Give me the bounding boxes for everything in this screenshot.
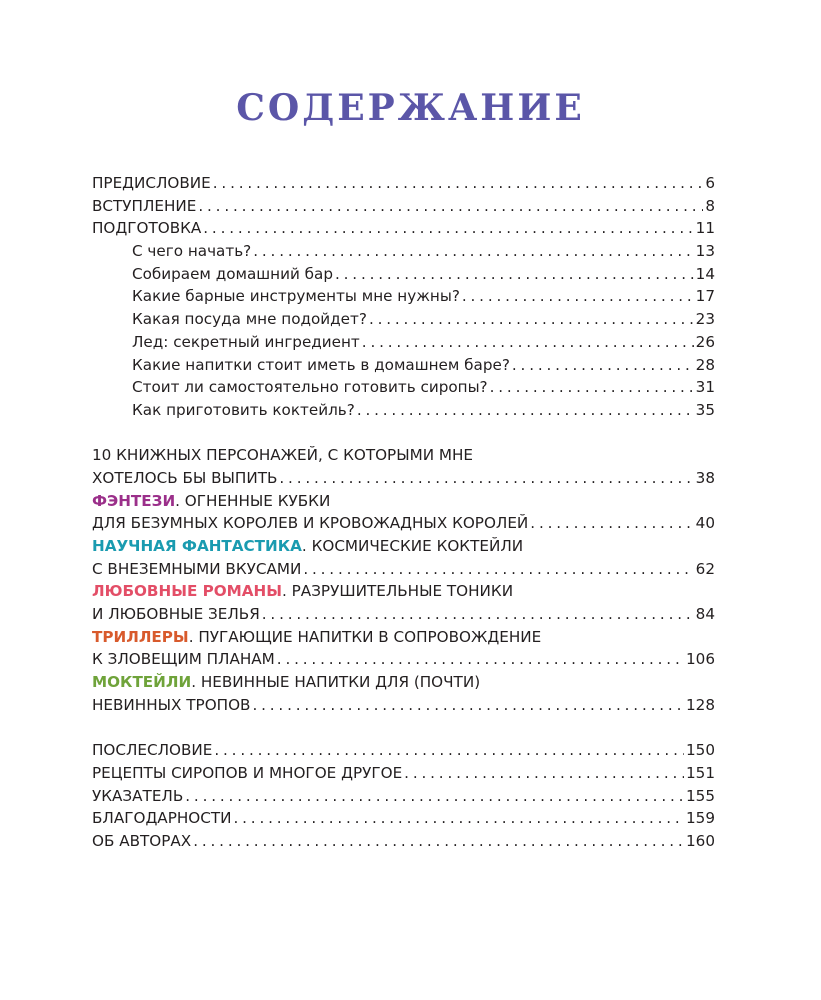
dot-leader [252,694,684,717]
chapter-romance[interactable] [92,603,715,626]
toc-entry-page: 8 [705,196,715,215]
dot-leader [362,331,694,354]
toc-subentry-page: 23 [695,310,715,329]
toc-entry-page: 160 [686,831,715,850]
toc-entry-syrup-recipes[interactable] [92,762,715,785]
toc-subentry[interactable] [92,308,715,331]
category-name: ТРИЛЛЕРЫ [92,627,189,646]
toc-entry-label: БЛАГОДАРНОСТИ [92,809,232,828]
toc-subentry-label: Стоит ли самостоятельно готовить сиропы? [132,378,488,397]
chapter-page: 106 [686,650,715,669]
toc-entry-acknowledgements[interactable] [92,807,715,830]
toc-entry-label: ПРЕДИСЛОВИЕ [92,174,211,192]
section-gap [92,422,715,445]
toc-entry-afterword[interactable] [92,739,715,762]
dot-leader [277,648,684,671]
chapter-title: . НЕВИННЫЕ НАПИТКИ ДЛЯ (ПОЧТИ) [191,673,481,692]
toc-entry-page: 159 [686,809,715,828]
dot-leader [530,512,693,535]
chapter-page: 40 [695,514,715,533]
chapter-page: 128 [686,695,715,714]
toc-entry-page: 11 [695,219,715,238]
section-gap [92,717,715,740]
dot-leader [253,240,693,263]
chapter-title-line2: К ЗЛОВЕЩИМ ПЛАНАМ [92,650,275,669]
toc-entry-preparation[interactable] [92,217,715,240]
category-name: НАУЧНАЯ ФАНТАСТИКА [92,537,302,555]
toc-entry-label: ВСТУПЛЕНИЕ [92,196,197,215]
dot-leader [335,263,694,286]
chapter-page: 84 [695,605,715,624]
toc-subentry-label: Какие напитки стоит иметь в домашнем баре? [132,355,510,374]
toc-subentry[interactable] [92,240,715,263]
table-of-contents [92,172,715,853]
dot-leader [512,354,694,377]
toc-entry-introduction[interactable] [92,195,715,218]
dot-leader [214,739,684,762]
toc-entry-page: 151 [686,763,715,782]
toc-subentry-page: 35 [695,400,715,419]
dot-leader [262,603,694,626]
dot-leader [198,195,703,218]
toc-subentry[interactable] [92,354,715,377]
toc-entry-page: 6 [705,174,715,192]
toc-entry-characters-line1[interactable]: 10 КНИЖНЫХ ПЕРСОНАЖЕЙ, С КОТОРЫМИ МНЕ [92,446,474,465]
toc-entry-page: 38 [695,468,715,487]
toc-entry-label: УКАЗАТЕЛЬ [92,786,184,805]
toc-entry-label: РЕЦЕПТЫ СИРОПОВ И МНОГОЕ ДРУГОЕ [92,763,403,782]
category-name: МОКТЕЙЛИ [92,673,192,692]
chapter-title-line2: С ВНЕЗЕМНЫМИ ВКУСАМИ [92,559,302,578]
toc-subentry[interactable] [92,376,715,399]
toc-entry-label: ПОСЛЕСЛОВИЕ [92,741,213,760]
toc-subentry-label: С чего начать? [132,242,252,261]
toc-subentry-page: 17 [695,287,715,306]
chapter-title: . ПУГАЮЩИЕ НАПИТКИ В СОПРОВОЖДЕНИЕ [188,627,542,646]
toc-subentry[interactable] [92,331,715,354]
dot-leader [462,285,694,308]
toc-entry-page: 155 [686,786,715,805]
toc-entry-page: 150 [686,741,715,760]
dot-leader [203,217,693,240]
toc-entry-about-authors[interactable] [92,830,715,853]
dot-leader [279,467,693,490]
chapter-romance-heading[interactable] [92,580,715,603]
dot-leader [490,376,694,399]
toc-subentry-label: Как приготовить коктейль? [132,400,355,419]
toc-subentry-page: 14 [695,264,715,283]
toc-subentry-page: 28 [695,355,715,374]
toc-subentry-label: Лед: секретный ингредиент [132,332,360,351]
category-name: ЛЮБОВНЫЕ РОМАНЫ [92,582,282,601]
chapter-title-line2: НЕВИННЫХ ТРОПОВ [92,695,251,714]
toc-entry-label: ОБ АВТОРАХ [92,831,192,850]
chapter-title: . ОГНЕННЫЕ КУБКИ [175,491,331,510]
chapter-thriller-heading[interactable] [92,626,715,649]
toc-entry-preface[interactable] [92,172,715,195]
toc-subentry-page: 26 [695,332,715,351]
chapter-title-line2: ДЛЯ БЕЗУМНЫХ КОРОЛЕВ И КРОВОЖАДНЫХ КОРОЛЕЙ [92,514,529,533]
toc-subentry-page: 13 [695,242,715,261]
chapter-page: 62 [695,559,715,578]
toc-entry-label: ПОДГОТОВКА [92,219,202,238]
toc-subentry[interactable] [92,399,715,422]
chapter-mocktail[interactable] [92,694,715,717]
toc-subentry-label: Собираем домашний бар [132,264,333,283]
toc-subentry-label: Какая посуда мне подойдет? [132,310,367,329]
dot-leader [357,399,694,422]
dot-leader [213,172,704,195]
toc-subentry[interactable] [92,263,715,286]
chapter-mocktail-heading[interactable] [92,671,715,694]
toc-entry-characters[interactable] [92,467,715,490]
chapter-title-line2: И ЛЮБОВНЫЕ ЗЕЛЬЯ [92,605,260,624]
chapter-title: . КОСМИЧЕСКИЕ КОКТЕЙЛИ [301,537,524,555]
toc-subentry[interactable] [92,285,715,308]
dot-leader [303,558,693,581]
toc-subentry-page: 31 [695,378,715,397]
toc-entry-index[interactable] [92,785,715,808]
dot-leader [369,308,694,331]
chapter-thriller[interactable] [92,648,715,671]
page-title: СОДЕРЖАНИЕ [236,87,585,129]
chapter-scifi-heading[interactable] [92,535,715,558]
dot-leader [404,762,684,785]
chapter-scifi[interactable] [92,558,715,581]
dot-leader [193,830,684,853]
dot-leader [185,785,684,808]
toc-subentry-label: Какие барные инструменты мне нужны? [132,287,460,306]
chapter-fantasy-heading[interactable] [92,490,715,513]
dot-leader [233,807,684,830]
toc-entry-label: ХОТЕЛОСЬ БЫ ВЫПИТЬ [92,468,278,487]
chapter-title: . РАЗРУШИТЕЛЬНЫЕ ТОНИКИ [281,582,514,601]
category-name: ФЭНТЕЗИ [92,491,176,510]
chapter-fantasy[interactable] [92,512,715,535]
